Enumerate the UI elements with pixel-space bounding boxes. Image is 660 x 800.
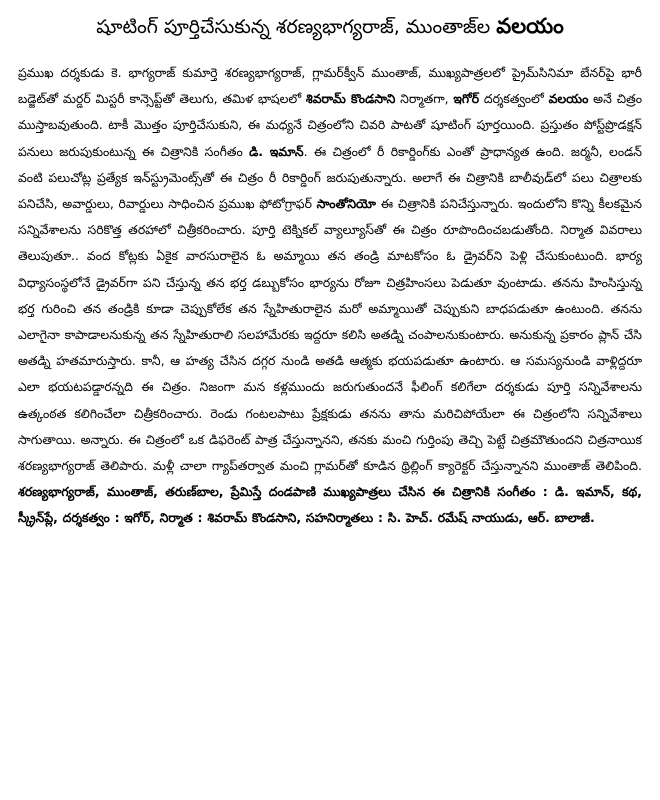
- headline-title: వలయం: [496, 14, 564, 38]
- text-run: దర్శకత్వంలో: [479, 91, 549, 107]
- text-run: . ఈ చిత్రంలో రీ రికార్డింగ్‌కు ఎంతో ప్రాధాన్యత ఉంది. జర్మనీ, లండన్ వంటి పలుచోట్ల ప్రత్యేక ఇన్‌స్ట్రుమెంట్స్‌తో ఈ చిత్రం రీ రికార్డింగ్ జరుపుతున్నారు. అలాగే ఈ చిత్రానికి బాలీవుడ్‌లో పలు చిత్రాలకు పనిచేసి, అవార్డులు, రివార్డులు సాధించిన ప్రముఖ ఫోటోగ్రాఫర్: [18, 143, 642, 212]
- bold-text-run: సాంతోనియో: [316, 196, 376, 212]
- article-body: [18, 60, 642, 532]
- text-run: ప్రముఖ దర్శకుడు కె. భాగ్యరాజ్ కుమార్తె శరణ్యభాగ్యరాజ్, గ్లామర్‌క్వీన్ ముంతాజ్, ముఖ్యపాత్రలలో ప్రైమ్‌సినిమా బేనర్‌పై భారీ బడ్జెట్‌తో మర్డర్ మిస్టరీ కాన్సెప్ట్‌తో తెలుగు, తమిళ భాషలలో: [18, 65, 642, 107]
- headline-main: షూటింగ్ పూర్తిచేసుకున్న శరణ్యభాగ్యరాజ్, ముంతాజ్‌ల: [96, 16, 491, 38]
- bold-text-run: శివరామ్ కొండసాని: [305, 91, 396, 107]
- text-run: అనే చిత్రం ముస్తాబవుతుంది. టాకీ మొత్తం పూర్తిచేసుకుని, ఈ మధ్యనే చిత్రంలోని చివరి పాటతో షూటింగ్ పూర్తయింది. ప్రస్తుతం పోస్ట్‌ప్రొడక్షన్ పనులు జరుపుకుంటున్న ఈ చిత్రానికి సంగీతం: [18, 91, 642, 159]
- bold-text-run: డి. ఇమాన్: [249, 143, 304, 159]
- text-run: ఈ చిత్రానికి పనిచేస్తున్నారు. ఇందులోని కొన్ని కీలకమైన సన్నివేశాలను సరికొత్త తరహాలో చిత్రీకరించారు. పూర్తి టెక్నికల్ వ్యాల్యూస్‌తో ఈ చిత్రం రూపొందించబడుతోంది. నిర్మాత వివరాలు తెలుపుతూ.. వంద కోట్లకు ఏకైక వారసురాలైన ఓ అమ్మాయి తన తండ్రి మాటకోసం ఓ డ్రైవర్‌ని పెళ్లి చేసుకుంటుంది. భార్య విధ్యాసంస్థలోనే డ్రైవర్‌గా పని చేస్తున్న తన భర్త డబ్బుకోసం భార్యను రోజూ చిత్రహింసలు పెడుతూ వుంటాడు. తనను హింసిస్తున్న భర్త గురించి తన తండ్రికి కూడా చెప్పుకోలేక తన స్నేహితురాలైన మరో అమ్మాయితో చెప్పుకుని బాధపడుతూ ఉంటుంది. తనను ఎలాగైనా కాపాడాలనుకున్న తన స్నేహితురాలి సలహామేరకు ఇద్దరూ కలిసి అతడ్ని చంపాలనుకుంటారు. అనుకున్న ప్రకారం ప్లాన్ చేసి అతడ్ని హతమారుస్తారు. కానీ, ఆ హత్య చేసిన దగ్గర నుండి అతడి ఆత్మకు భయపడుతూ ఉంటారు. ఆ సమస్యనుండి వాళ్లిద్దరూ ఎలా భయటపడ్డారన్నది ఈ చిత్రం. నిజంగా మన కళ్లముందు జరుగుతుందనే ఫీలింగ్ కలిగేలా దర్శకుడు పూర్తి సన్నివేశాలను ఉత్కంఠత కలిగించేలా చిత్రీకరించారు. రెండు గంటలపాటు ప్రేక్షకుడు తనను తాను మరిచిపోయేలా ఈ చిత్రంలోని సన్నివేశాలు సాగుతాయి. అన్నారు. ఈ చిత్రంలో ఒక డిఫరెంట్ పాత్ర చేస్తున్నానని, తనకు మంచి గుర్తింపు తెచ్చి పెట్టే చిత్రమౌతుందని చిత్రనాయిక శరణ్యభాగ్యరాజ్ తెలిపారు. మళ్లీ చాలా గ్యాప్‌తర్వాత మంచి గ్లామర్‌తో కూడిన థ్రిల్లింగ్ క్యారెక్టర్ చేస్తున్నానని ముంతాజ్ తెలిపింది.: [18, 196, 642, 474]
- bold-text-run: శరణ్యభాగ్యరాజ్, ముంతాజ్, తరుణ్‌బాల, ప్రేమిస్తే దండపాణి ముఖ్యపాత్రలు చేసిన ఈ చిత్రానికి సంగీతం : డి. ఇమాన్, కథ, స్క్రీన్‌ప్లే, దర్శకత్వం : ఇగోర్, నిర్మాత : శివరామ్ కొండసాని, సహనిర్మాతలు : సి. హెచ్. రమేష్ నాయుడు, ఆర్. బాలాజీ.: [18, 484, 642, 526]
- headline: [18, 10, 642, 50]
- bold-text-run: వలయం: [548, 91, 589, 107]
- bold-text-run: ఇగోర్: [453, 91, 480, 107]
- text-run: నిర్మాతగా,: [395, 91, 454, 107]
